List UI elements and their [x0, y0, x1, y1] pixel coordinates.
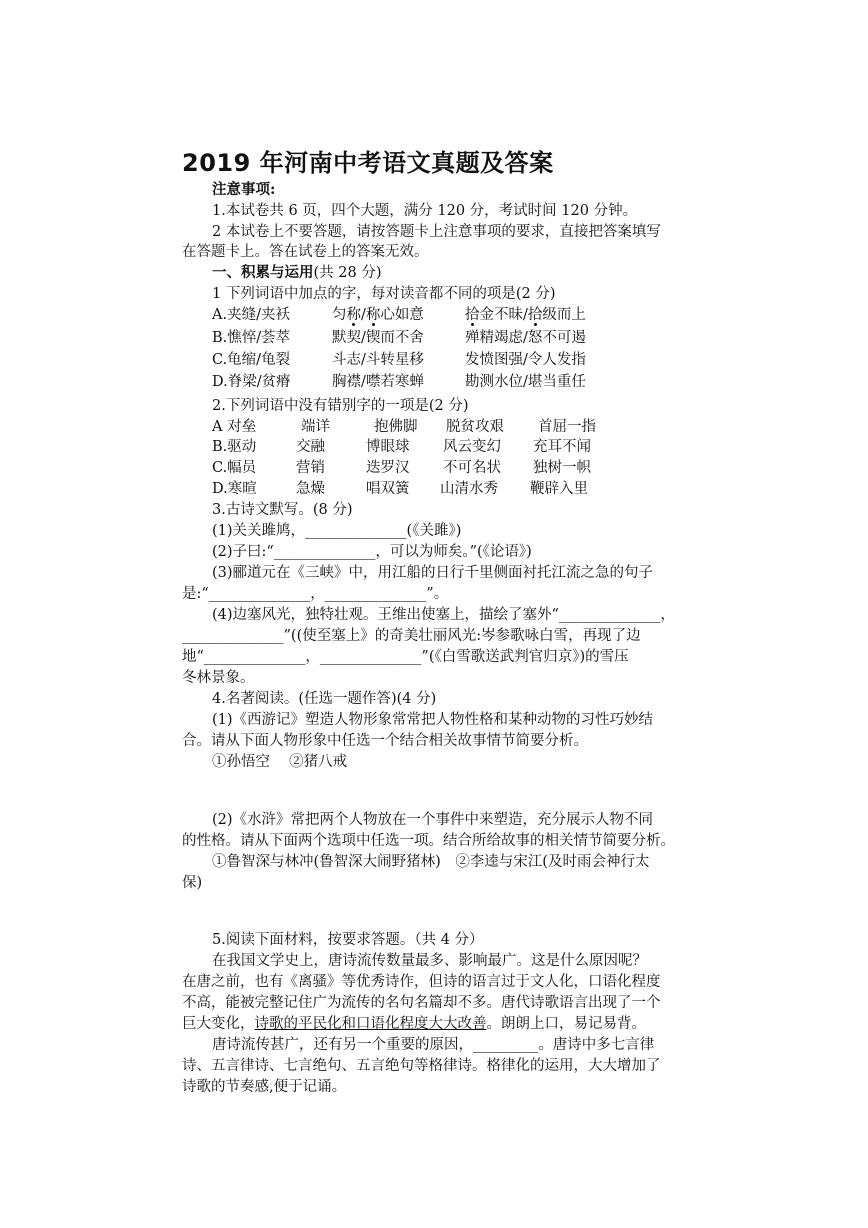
q1-b-col2: 默契/锲而不舍: [332, 330, 424, 346]
q2-b-col2: 交融: [296, 439, 325, 455]
notice-heading: 注意事项:: [212, 181, 276, 198]
q2-b-col4: 风云变幻: [443, 439, 501, 455]
q5-underlined-sentence: 诗歌的平民化和口语化程度大大改善: [254, 1016, 487, 1032]
section-1-title: 一、积累与运用: [212, 264, 314, 281]
q2-b-col3: 博眼球: [366, 439, 410, 455]
q2-c-col2: 营销: [296, 460, 325, 476]
q2-d-col5: 鞭辟入里: [530, 481, 588, 497]
q1-c-col3: 发愤图强/令人发指: [465, 352, 586, 368]
q1-a-col3: 拾金不昧/拾级而上: [465, 307, 586, 323]
q5-para-1-text-a: 巨大变化，: [182, 1016, 255, 1032]
q5-para-1-line-4: [182, 1014, 646, 1034]
q5-para-2-line-2: 诗、五言律诗、七言绝句、五言绝句等格律诗。格律化的运用，大大增加了: [182, 1058, 661, 1074]
q3-sub-2: (2)子曰:“______________，可以为师矣。”(《论语》): [212, 544, 532, 560]
q4-stem: 4.名著阅读。(任选一题作答)(4 分): [212, 691, 437, 707]
q4-part-2-line-3: ①鲁智深与林冲(鲁智深大闹野猪林) ②李逵与宋江(及时雨会神行太: [212, 854, 650, 870]
q4-part-1-line-2: 合。请从下面人物形象中任选一个结合相关故事情节简要分析。: [182, 733, 588, 749]
q2-b-col1: B.驱动: [212, 439, 257, 455]
notice-item-1: 1.本试卷共 6 页，四个大题，满分 120 分，考试时间 120 分钟。: [212, 203, 638, 219]
q4-part-2-line-2: 的性格。请从下面两个选项中任选一项。结合所给故事的相关情节简要分析。: [182, 833, 675, 849]
section-1-score: (共 28 分): [313, 265, 382, 281]
q5-para-1-line-2: 在唐之前，也有《离骚》等优秀诗作，但诗的语言过于文人化，口语化程度: [182, 974, 661, 990]
q1-b-col3: 殚精竭虑/怒不可遏: [465, 330, 586, 346]
q5-para-2-line-3: 诗歌的节奏感,便于记诵。: [182, 1079, 347, 1095]
q5-para-1-text-c: 。朗朗上口，易记易背。: [486, 1016, 646, 1032]
q2-d-col1: D.寒暄: [212, 481, 257, 497]
q2-a-col4: 脱贫攻艰: [446, 419, 504, 435]
q4-part-2-line-1: (2)《水浒》常把两个人物放在一个事件中来塑造，充分展示人物不同: [212, 812, 654, 828]
q1-c-col2: 斗志/斗转星移: [332, 352, 424, 368]
q1-d-col3: 勘测水位/堪当重任: [465, 374, 586, 390]
q1-stem: 1 下列词语中加点的字，每对读音都不同的项是(2 分): [212, 286, 556, 302]
q5-para-1-line-3: 不高，能被完整记住广为流传的名句名篇却不多。唐代诗歌语言出现了一个: [182, 995, 661, 1011]
q2-a-col5: 首屈一指: [538, 419, 596, 435]
notice-item-2-line-2: 在答题卡上。答在试卷上的答案无效。: [182, 244, 429, 260]
q1-d-col2: 胸襟/噤若寒蝉: [332, 374, 424, 390]
page-title: 2019 年河南中考语文真题及答案: [182, 149, 554, 177]
q5-stem: 5.阅读下面材料，按要求答题。（共 4 分）: [212, 932, 484, 948]
q2-c-col1: C.幅员: [212, 460, 257, 476]
q3-sub-3-line-2: 是:“______________，______________”。: [182, 586, 449, 602]
q2-a-col3: 抱佛脚: [374, 419, 418, 435]
q2-a-col1: A 对垒: [212, 419, 257, 435]
q2-b-col5: 充耳不闻: [533, 439, 591, 455]
q1-b-col1: B.憔悴/荟萃: [212, 330, 291, 346]
q4-part-1-choices: ①孙悟空 ②猪八戒: [212, 754, 348, 770]
q3-stem: 3.古诗文默写。(8 分): [212, 502, 353, 518]
q1-c-col1: C.龟缩/龟裂: [212, 352, 291, 368]
q5-para-1-line-1: 在我国文学史上，唐诗流传数量最多、影响最广。这是什么原因呢？: [212, 953, 647, 969]
q3-sub-1: (1)关关雎鸠，______________(《关雎》): [212, 523, 462, 539]
q3-sub-4-line-2: ______________”((使至塞上》的奇美壮丽风光:岑参歌咏白雪，再现了边: [182, 628, 641, 644]
q2-d-col3: 唱双簧: [366, 481, 410, 497]
q3-sub-4-line-1: (4)边塞风光，独特壮观。王维出使塞上，描绘了塞外“______________，: [212, 607, 675, 623]
q2-d-col2: 急燥: [296, 481, 325, 497]
q3-sub-4-line-4: 冬林景象。: [182, 670, 255, 686]
q1-a-col2: 匀称/称心如意: [332, 307, 424, 323]
q2-a-col2: 端详: [301, 419, 330, 435]
q1-d-col1: D.脊梁/贫瘠: [212, 374, 291, 390]
q2-c-col5: 独树一帜: [533, 460, 591, 476]
q4-part-1-line-1: (1)《西游记》塑造人物形象常常把人物性格和某种动物的习性巧妙结: [212, 712, 654, 728]
q3-sub-4-line-3: 地“______________，______________”(《白雪歌送武判官归京》)的雪压: [182, 649, 629, 665]
q1-a-col1: A.夹缝/夹袄: [212, 307, 290, 323]
q4-part-2-line-4: 保): [182, 875, 203, 891]
notice-item-2-line-1: 2 本试卷上不要答题，请按答题卡上注意事项的要求，直接把答案填写: [212, 224, 661, 240]
q3-sub-3-line-1: (3)郦道元在《三峡》中，用江船的日行千里侧面衬托江流之急的句子: [212, 565, 654, 581]
q2-c-col3: 迭罗汉: [366, 460, 410, 476]
q2-c-col4: 不可名状: [443, 460, 501, 476]
q5-para-2-line-1: 唐诗流传甚广，还有另一个重要的原因，_________。唐诗中多七言律: [212, 1037, 655, 1053]
q2-d-col4: 山清水秀: [440, 481, 498, 497]
q2-stem: 2.下列词语中没有错别字的一项是(2 分): [212, 398, 469, 414]
section-1-heading: [212, 263, 381, 283]
